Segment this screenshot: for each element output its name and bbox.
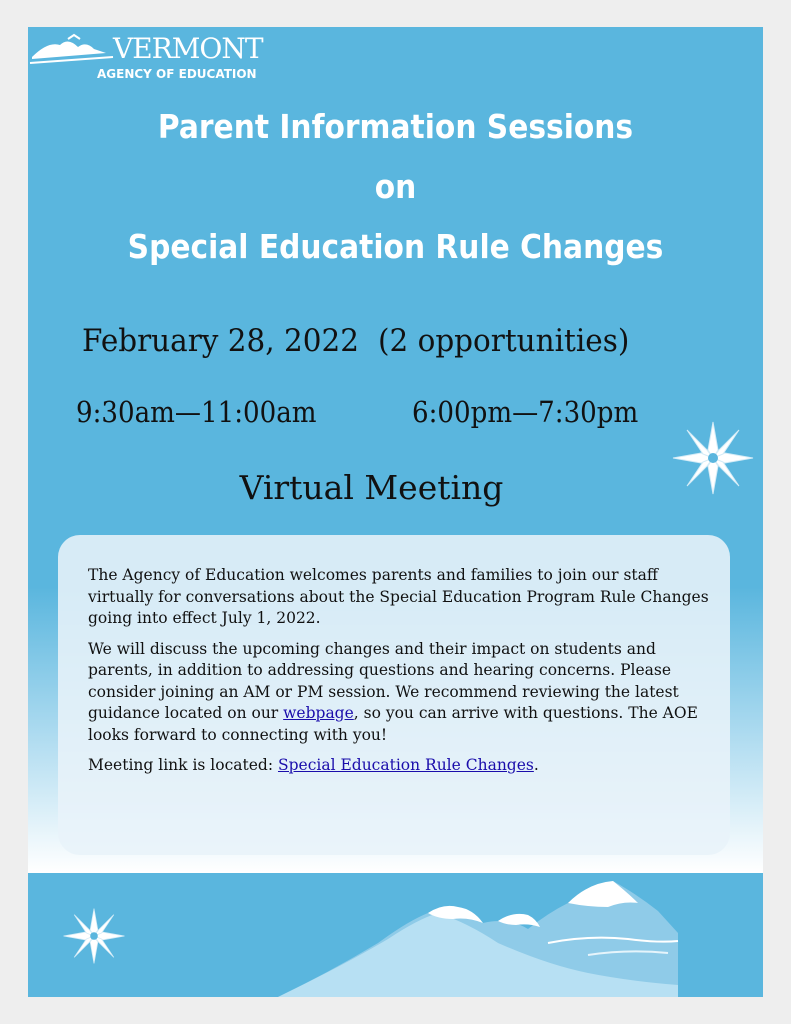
meeting-link-label: Meeting link is located: xyxy=(88,756,278,774)
details-paragraph xyxy=(88,639,713,747)
flyer-page xyxy=(28,27,763,997)
details-text: We will discuss the upcoming changes and their impact on students and parents, in addition to addressing questions and hearing concerns. Please consider joining an AM or PM session. We recommend reviewing the latest guidance located on our xyxy=(88,639,679,722)
session-pm-time: 6:00pm—7:30pm xyxy=(412,395,639,429)
info-card xyxy=(58,535,730,855)
meeting-link-paragraph xyxy=(88,755,713,777)
title-line-3: Special Education Rule Changes xyxy=(127,227,664,266)
session-am-time: 9:30am—11:00am xyxy=(76,395,317,429)
intro-paragraph: The Agency of Education welcomes parents and families to join our staff virtually for conversations about the Special Education Program Rule Changes going into effect July 1, 2022. xyxy=(88,566,709,627)
mountains-illustration xyxy=(28,873,763,997)
event-date: February 28, 2022 xyxy=(82,323,359,359)
info-text xyxy=(88,565,713,786)
title-line-1: Parent Information Sessions xyxy=(157,107,634,146)
vermont-mountain-logo-icon xyxy=(28,27,118,67)
snowflake-icon xyxy=(62,907,126,965)
logo-subtitle: AGENCY OF EDUCATION xyxy=(97,67,257,81)
snowflake-icon xyxy=(671,420,755,496)
meeting-link-period: . xyxy=(533,756,539,774)
meeting-link[interactable]: Special Education Rule Changes xyxy=(277,756,534,774)
title-line-2: on xyxy=(374,167,417,206)
vermont-aoe-logo xyxy=(28,27,268,87)
logo-name: VERMONT xyxy=(113,32,263,65)
meeting-format: Virtual Meeting xyxy=(239,468,504,507)
webpage-link[interactable]: webpage xyxy=(283,704,354,722)
details-text-end: , so you can arrive with questions. The AOE looks forward to connecting with you! xyxy=(88,704,698,744)
footer-band xyxy=(28,873,763,997)
event-opportunities: (2 opportunities) xyxy=(378,323,630,359)
